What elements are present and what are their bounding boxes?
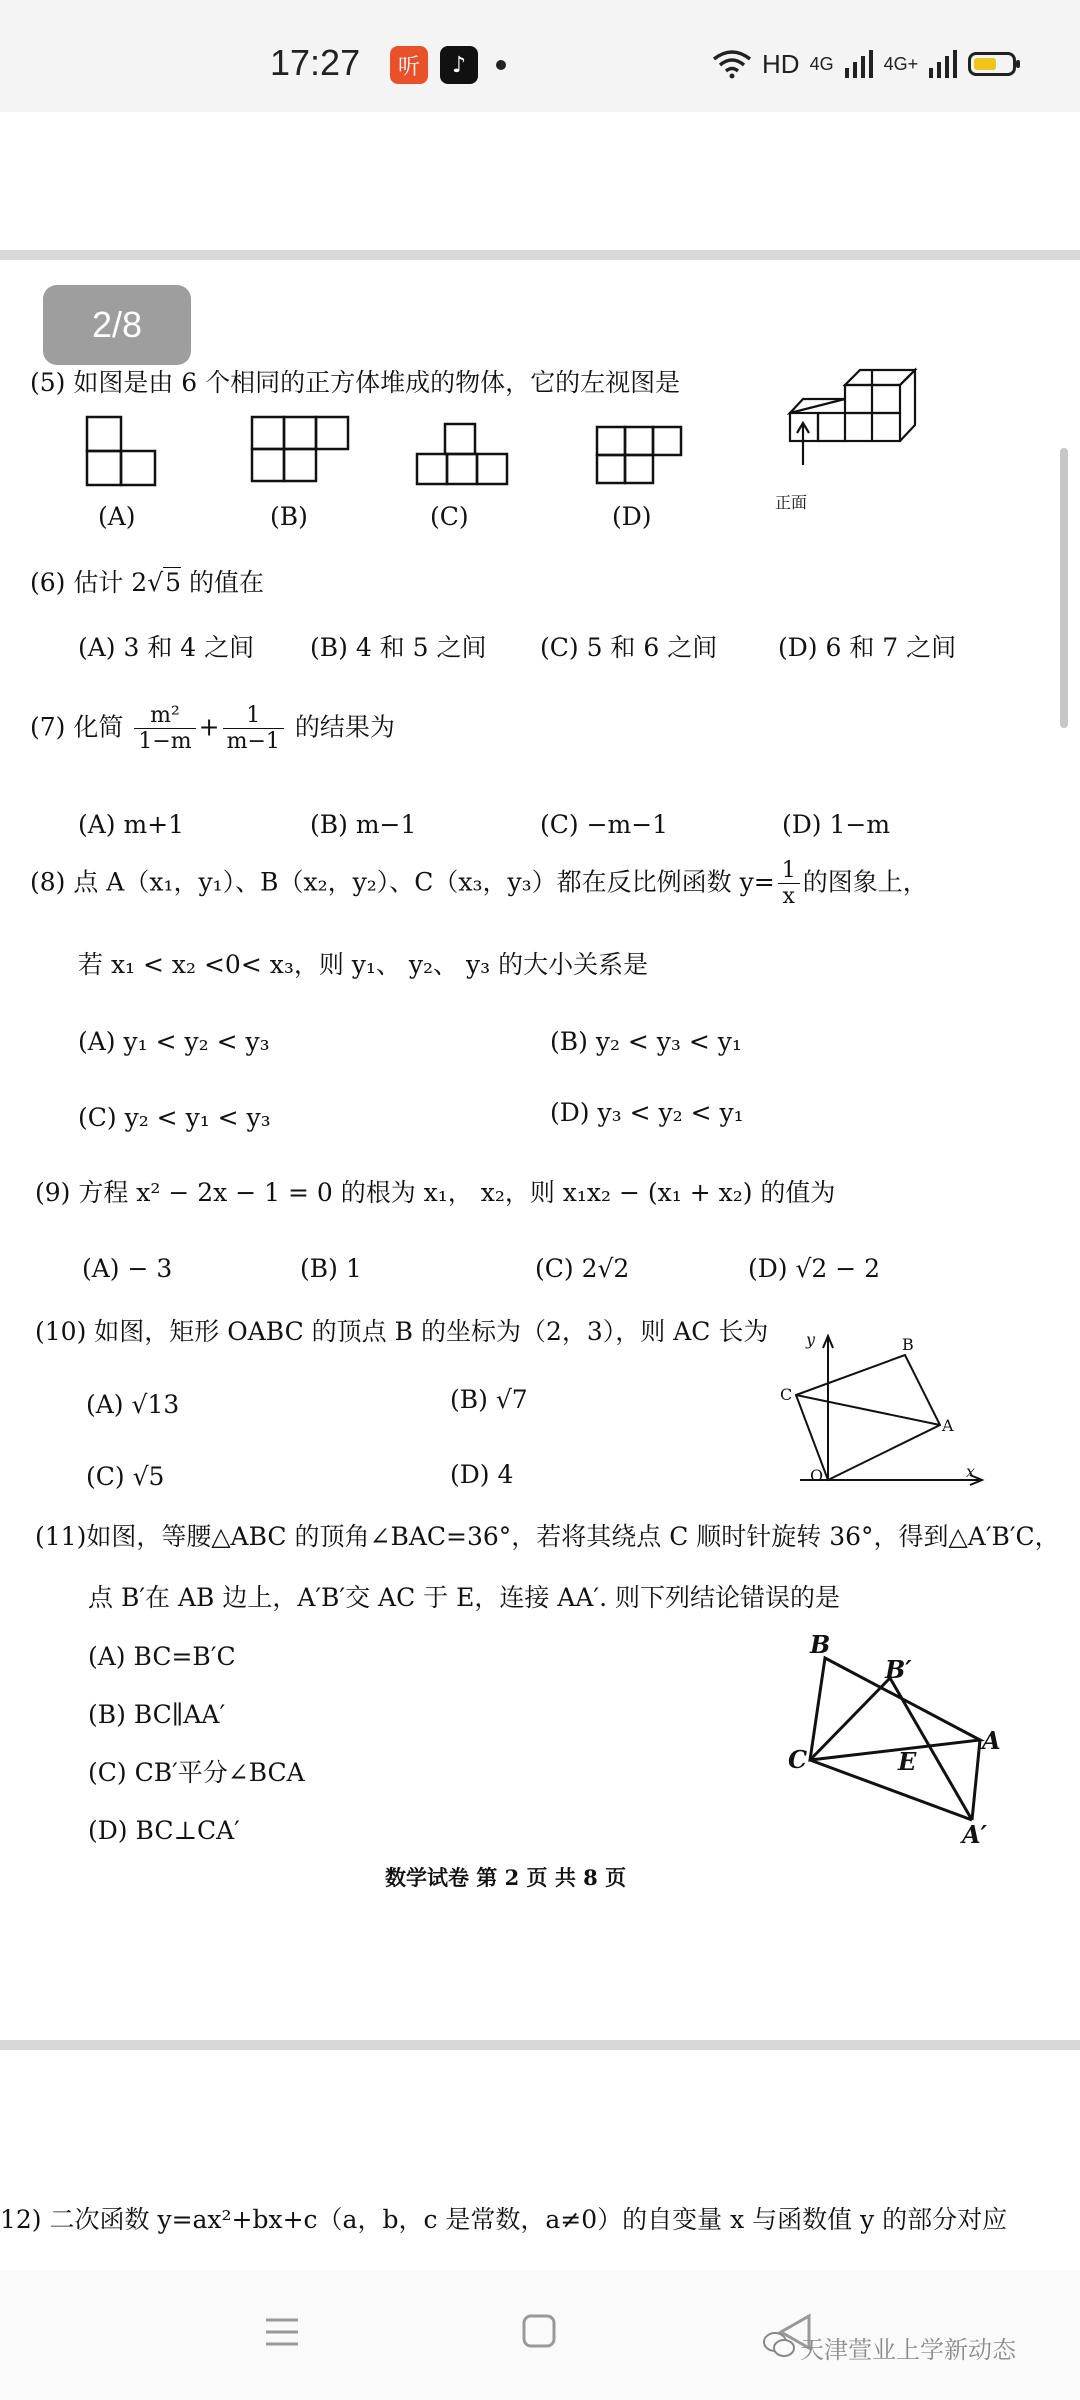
exam-page [0, 340, 1080, 1890]
question-11-line-1: (11)如图，等腰△ABC 的顶角∠BAC=36°，若将其绕点 C 顺时针旋转 36°，得到△A′B′C， [35, 1522, 1060, 1551]
wifi-icon [712, 49, 752, 79]
q11-label-a: A [982, 1726, 1001, 1755]
q8-option-d: (D) y₃ < y₂ < y₁ [550, 1098, 744, 1127]
q5-option-b-figure [250, 415, 355, 490]
q6-option-b: (B) 4 和 5 之间 [310, 633, 487, 662]
page-footer: 数学试卷 第 2 页 共 8 页 [385, 1865, 627, 1890]
watermark-text: 天津萱业上学新动态 [800, 2336, 1016, 2364]
hd-label: HD [762, 48, 800, 79]
q8-option-c: (C) y₂ < y₁ < y₃ [78, 1103, 271, 1132]
q10-option-b: (B) √7 [450, 1385, 528, 1414]
tiktok-app-icon: ♪ [440, 46, 478, 84]
question-6-text: (6) 估计 2√5 的值在 [30, 568, 265, 597]
q5-option-d: (D) [612, 502, 652, 531]
question-10-text: (10) 如图，矩形 OABC 的顶点 B 的坐标为（2，3），则 AC 长为 [35, 1317, 769, 1346]
question-8-line-2: 若 x₁ < x₂ <0< x₃，则 y₁、 y₂、 y₃ 的大小关系是 [78, 950, 649, 979]
q10-label-x: x [966, 1462, 976, 1481]
q10-label-y: y [806, 1330, 816, 1349]
q5-option-b: (B) [270, 502, 308, 531]
q7-fraction-2: $\frac{1}{m-1}$ [223, 703, 284, 755]
q11-label-b: B [810, 1630, 831, 1659]
q9-option-c: (C) 2√2 [535, 1254, 630, 1283]
q11-option-d: (D) BC⊥CA′ [88, 1816, 240, 1845]
q11-option-b: (B) BC∥AA′ [88, 1700, 226, 1729]
q6-option-d: (D) 6 和 7 之间 [778, 633, 957, 662]
navigation-bar [0, 2270, 1080, 2400]
q7-option-d: (D) 1−m [782, 810, 891, 839]
wechat-icon [762, 2330, 796, 2360]
q5-option-c: (C) [430, 502, 469, 531]
status-time: 17:27 [270, 42, 361, 83]
q10-label-c: C [780, 1385, 793, 1404]
question-5-text: (5) 如图是由 6 个相同的正方体堆成的物体，它的左视图是 [30, 368, 681, 397]
q5-option-d-figure [595, 425, 685, 490]
q5-front-label: 正面 [775, 493, 808, 512]
q8-option-b: (B) y₂ < y₃ < y₁ [550, 1027, 742, 1056]
page-indicator: 2/8 [43, 285, 191, 365]
q11-label-b-prime: B′ [885, 1655, 912, 1684]
q11-label-e: E [898, 1747, 917, 1776]
signal-4g-label: 4G [809, 53, 834, 74]
q5-option-a: (A) [98, 502, 136, 531]
q8-fraction: $\frac{1}{x}$ [778, 858, 800, 910]
page-divider [0, 250, 1080, 260]
q11-option-c: (C) CB′平分∠BCA [88, 1758, 305, 1787]
home-icon[interactable] [520, 2312, 558, 2350]
q8-option-a: (A) y₁ < y₂ < y₃ [78, 1027, 270, 1056]
q10-label-o: O [810, 1466, 824, 1485]
notification-dot-icon [496, 60, 506, 70]
q9-option-a: (A) − 3 [82, 1254, 173, 1283]
signal-bars-icon [928, 50, 958, 78]
q7-option-c: (C) −m−1 [540, 810, 669, 839]
q9-option-d: (D) √2 − 2 [748, 1254, 881, 1283]
menu-icon[interactable] [262, 2312, 302, 2352]
q7-option-a: (A) m+1 [78, 810, 185, 839]
q7-fraction-1: $\frac{\text{m²}}{1-m}$ [134, 703, 195, 755]
q11-label-a-prime: A′ [962, 1820, 987, 1849]
battery-icon [968, 52, 1016, 76]
q11-option-a: (A) BC=B′C [88, 1642, 236, 1671]
q10-label-a: A [942, 1416, 954, 1435]
question-12-text: 12) 二次函数 y=ax²+bx+c（a，b，c 是常数，a≠0）的自变量 x 与函数值 y 的部分对应 [0, 2205, 1008, 2234]
signal-4g-plus-label: 4G+ [883, 53, 919, 74]
q5-option-c-figure [415, 422, 510, 492]
question-8-line-1: (8) 点 A（x₁，y₁）、B（x₂，y₂）、C（x₃，y₃）都在反比例函数 y= $\frac{1}{x}$ 的图象上， [30, 858, 928, 910]
q10-option-c: (C) √5 [86, 1462, 165, 1491]
q10-option-d: (D) 4 [450, 1460, 514, 1489]
q5-option-a-figure [85, 415, 160, 490]
question-11-line-2: 点 B′在 AB 边上，A′B′交 AC 于 E，连接 AA′. 则下列结论错误的是 [88, 1583, 840, 1612]
q10-label-b: B [902, 1335, 914, 1354]
page-divider [0, 2040, 1080, 2050]
question-9-text: (9) 方程 x² − 2x − 1 = 0 的根为 x₁， x₂，则 x₁x₂ − (x₁ + x₂) 的值为 [35, 1178, 836, 1207]
status-bar [0, 0, 1080, 112]
battery-level [974, 58, 996, 70]
q5-3d-figure [785, 365, 935, 490]
q11-label-c: C [788, 1745, 808, 1774]
q9-option-b: (B) 1 [300, 1254, 362, 1283]
listen-app-icon: 听 [390, 46, 428, 84]
q7-option-b: (B) m−1 [310, 810, 417, 839]
q10-option-a: (A) √13 [86, 1390, 180, 1419]
signal-bars-icon [844, 50, 874, 78]
q6-option-c: (C) 5 和 6 之间 [540, 633, 718, 662]
question-7-text: (7) 化简 $\frac{\text{m²}}{1-m}$ + $\frac{1}{m-1}$ 的结果为 [30, 703, 395, 755]
status-indicators [712, 44, 1016, 84]
q6-option-a: (A) 3 和 4 之间 [78, 633, 255, 662]
